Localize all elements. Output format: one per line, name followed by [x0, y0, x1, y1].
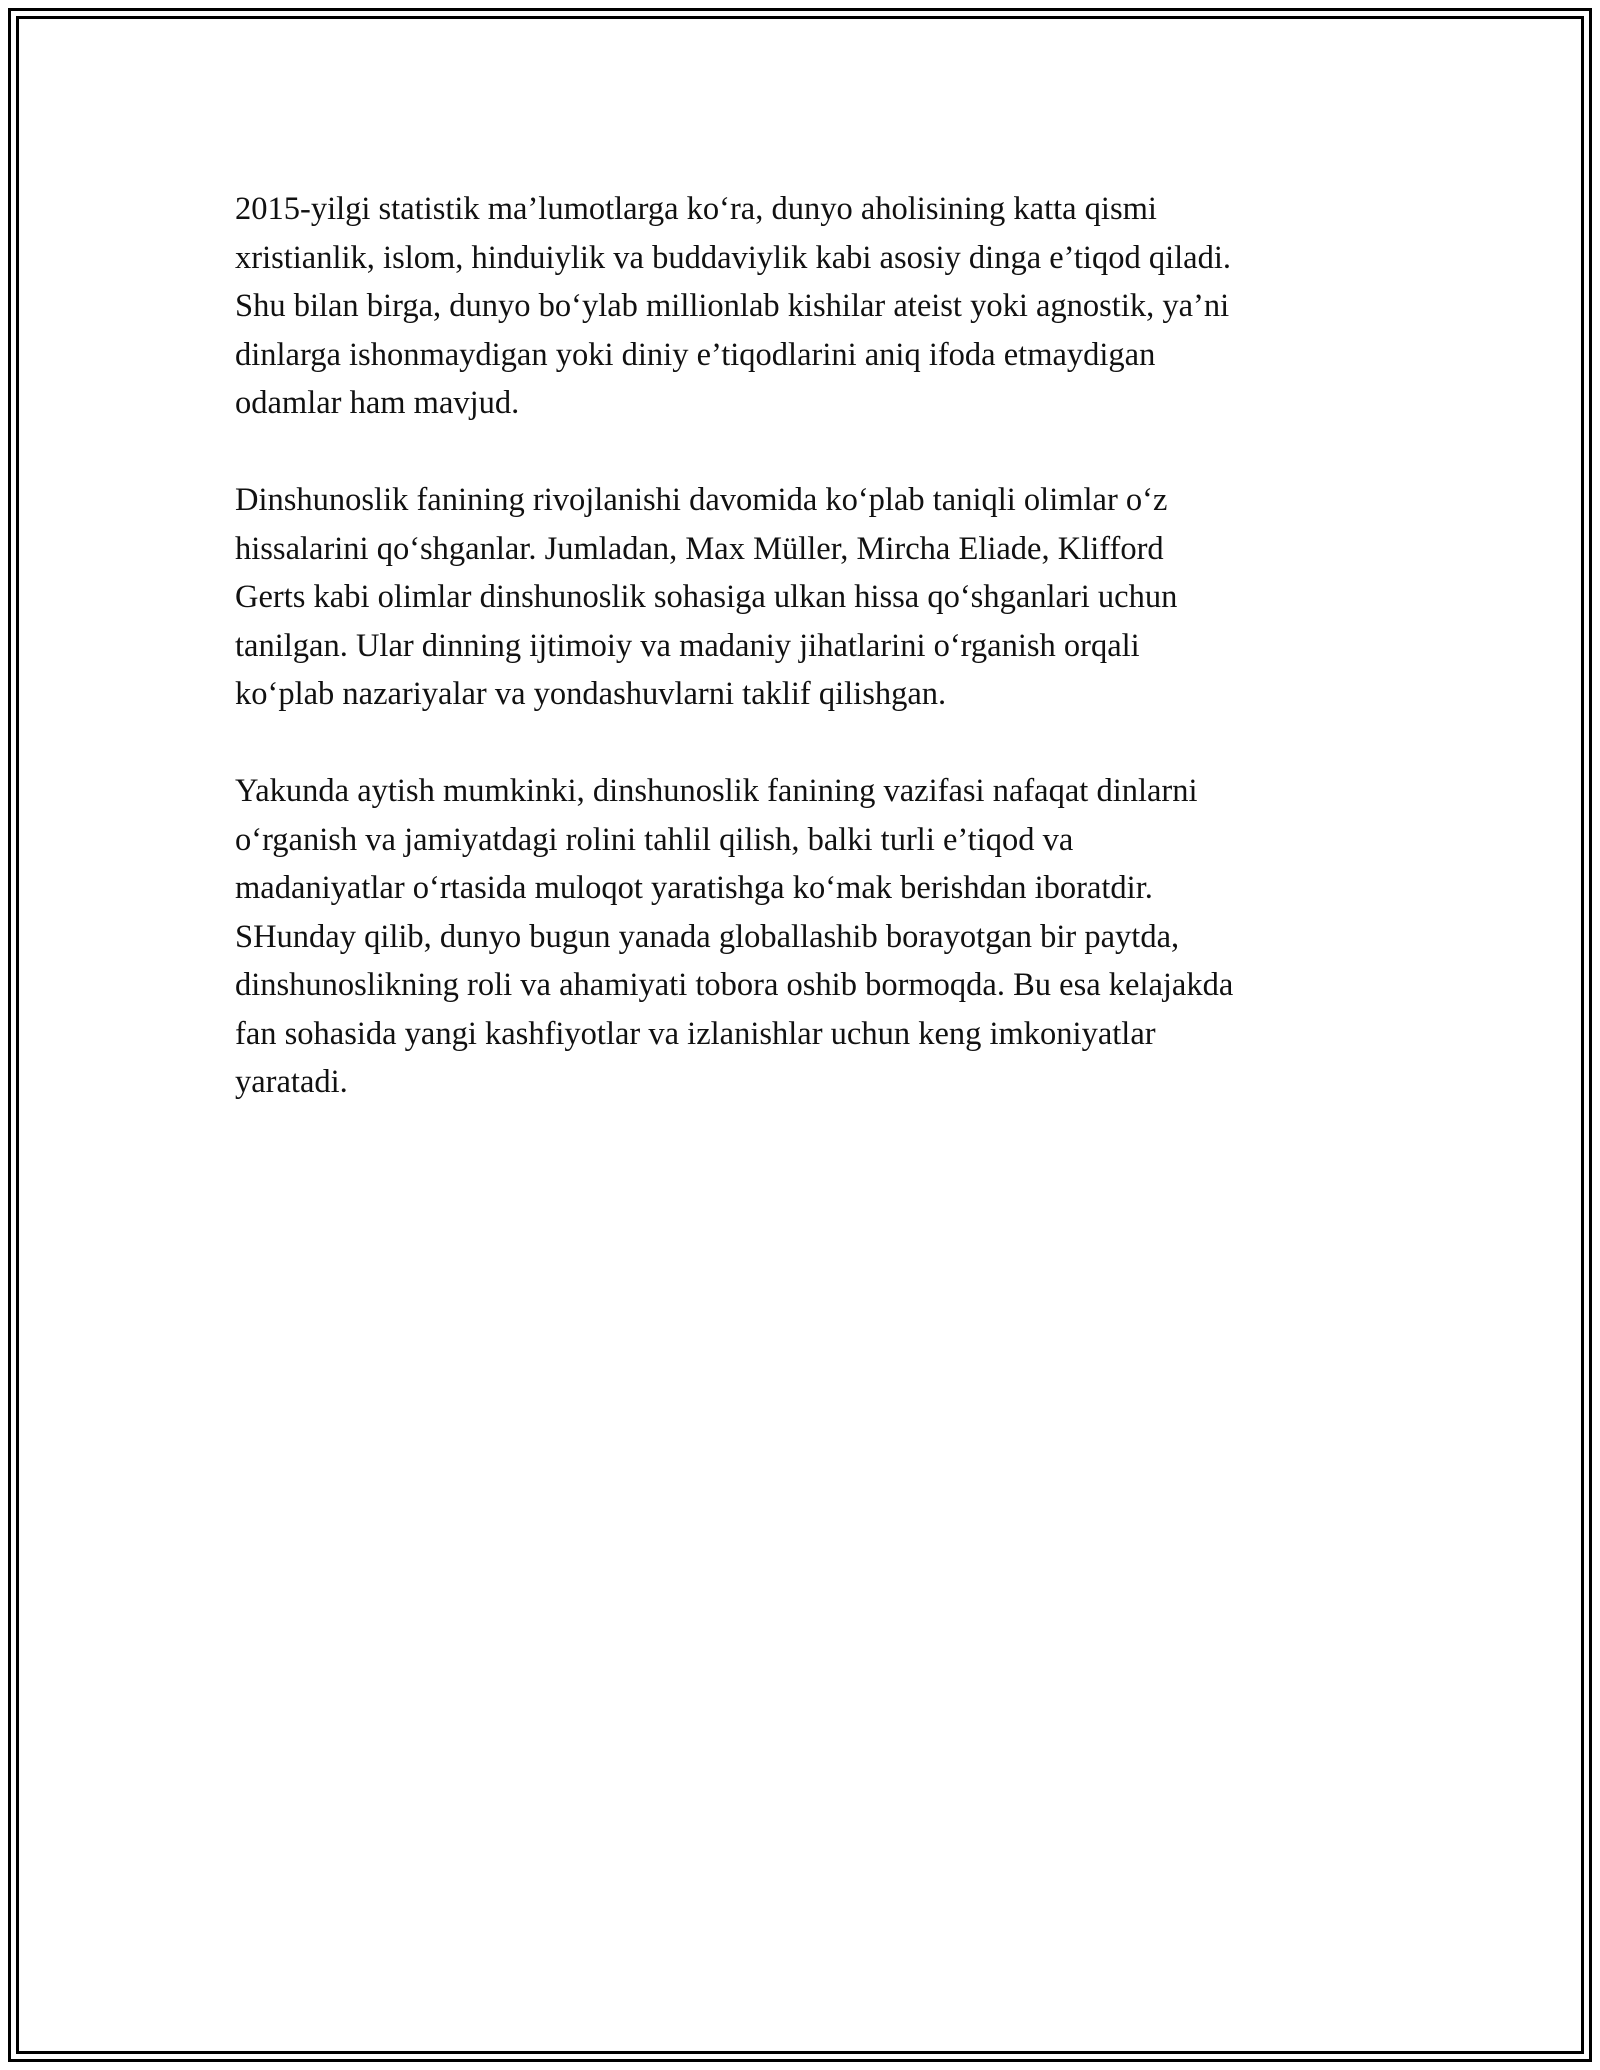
- text-line: fan sohasida yangi kashfiyotlar va izlanishlar uchun keng imkoniyatlar: [235, 1015, 1156, 1052]
- text-line: SHunday qilib, dunyo bugun yanada globallashib borayotgan bir paytda,: [235, 918, 1180, 955]
- text-line: o‘rganish va jamiyatdagi rolini tahlil qilish, balki turli e’tiqod va: [235, 821, 1074, 858]
- paragraph-conclusion: [235, 767, 1385, 1107]
- text-line: madaniyatlar o‘rtasida muloqot yaratishga ko‘mak berishdan iboratdir.: [235, 870, 1153, 906]
- text-line: yaratadi.: [235, 1064, 348, 1100]
- text-line: dinlarga ishonmaydigan yoki diniy e’tiqodlarini aniq ifoda etmaydigan: [235, 336, 1156, 373]
- text-line: dinshunoslikning roli va ahamiyati tobora oshib bormoqda. Bu esa kelajakda: [235, 967, 1234, 1003]
- document-body: [235, 185, 1385, 1155]
- paragraph-statistics: [235, 185, 1385, 428]
- text-line: Shu bilan birga, dunyo bo‘ylab millionlab kishilar ateist yoki agnostik, ya’ni: [235, 288, 1230, 324]
- text-line: 2015-yilgi statistik ma’lumotlarga ko‘ra, dunyo aholisining katta qismi: [235, 191, 1157, 227]
- text-line: Dinshunoslik fanining rivojlanishi davomida ko‘plab taniqli olimlar o‘z: [235, 482, 1168, 518]
- paragraph-scholars: [235, 476, 1385, 719]
- text-line: tanilgan. Ular dinning ijtimoiy va madaniy jihatlarini o‘rganish orqali: [235, 627, 1140, 664]
- text-line: ko‘plab nazariyalar va yondashuvlarni taklif qilishgan.: [235, 676, 947, 712]
- text-line: odamlar ham mavjud.: [235, 385, 520, 421]
- text-line: hissalarini qo‘shganlar. Jumladan, Max Müller, Mircha Eliade, Klifford: [235, 530, 1164, 567]
- text-line: xristianlik, islom, hinduiylik va buddaviylik kabi asosiy dinga e’tiqod qiladi.: [235, 239, 1231, 276]
- text-line: Yakunda aytish mumkinki, dinshunoslik fanining vazifasi nafaqat dinlarni: [235, 773, 1198, 809]
- text-line: Gerts kabi olimlar dinshunoslik sohasiga ulkan hissa qo‘shganlari uchun: [235, 579, 1178, 615]
